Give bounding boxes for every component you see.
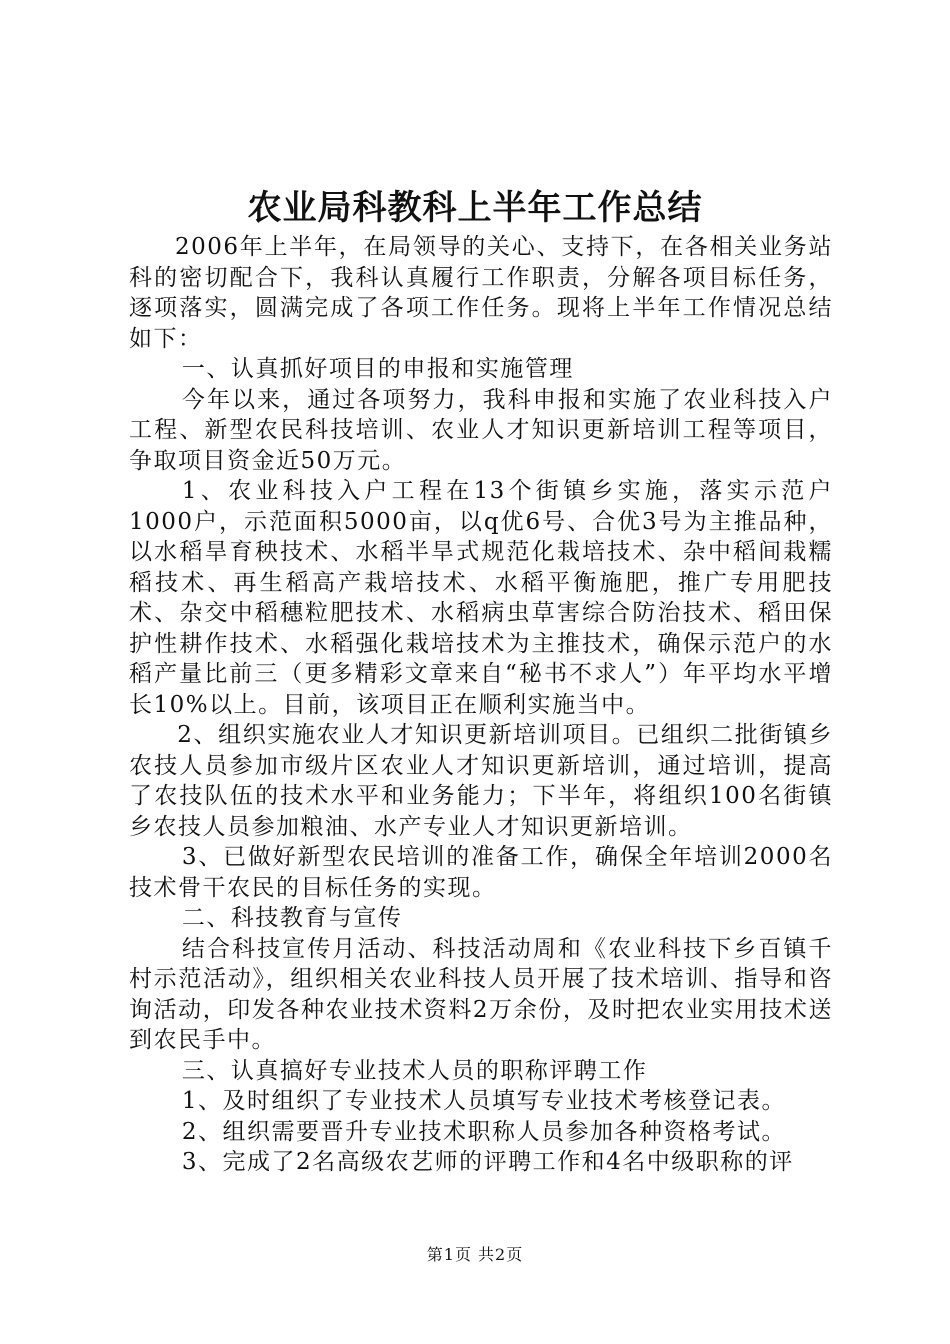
section-1-item-3: 3、已做好新型农民培训的准备工作，确保全年培训2000名技术骨干农民的目标任务的实现。 [129, 844, 833, 901]
section-heading-3: 三、认真搞好专业技术人员的职称评聘工作 [181, 1057, 648, 1084]
section-3-item-1: 1、及时组织了专业技术人员填写专业技术考核登记表。 [181, 1088, 787, 1114]
section-3-item-2: 2、组织需要晋升专业技术职称人员参加各种资格考试。 [181, 1118, 787, 1145]
section-1-paragraph: 今年以来，通过各项努力，我科申报和实施了农业科技入户工程、新型农民科技培训、农业人才知识更新培训工程等项目，争取项目资金近50万元。 [129, 386, 833, 474]
section-heading-1: 一、认真抓好项目的申报和实施管理 [181, 356, 574, 382]
page-number-footer: 第1页 共2页 [426, 1245, 524, 1264]
section-2-paragraph: 结合科技宣传月活动、科技活动周和《农业科技下乡百镇千村示范活动》，组织相关农业科技人员开展了技术培训、指导和咨询活动，印发各种农业技术资料2万余份，及时把农业实用技术送到农民手中。 [129, 935, 833, 1053]
document-title: 农业局科教科上半年工作总结 [247, 188, 703, 228]
intro-paragraph: 2006年上半年，在局领导的关心、支持下，在各相关业务站科的密切配合下，我科认真履行工作职责，分解各项目标任务，逐项落实，圆满完成了各项工作任务。现将上半年工作情况总结如下： [129, 234, 833, 352]
section-1-item-2: 2、组织实施农业人才知识更新培训项目。已组织二批街镇乡农技人员参加市级片区农业人才知识更新培训，通过培训，提高了农技队伍的技术水平和业务能力；下半年，将组织100名街镇乡农技人员参加粮油、水产专业人才知识更新培训。 [129, 722, 833, 840]
section-3-item-3: 3、完成了2名高级农艺师的评聘工作和4名中级职称的评 [181, 1149, 794, 1175]
section-heading-2: 二、科技教育与宣传 [181, 905, 403, 931]
document-body [129, 232, 833, 1178]
section-1-item-1: 1、农业科技入户工程在13个街镇乡实施，落实示范户1000户，示范面积5000亩，以q优6号、合优3号为主推品种，以水稻旱育秧技术、水稻半旱式规范化栽培技术、杂中稻间栽糯稻技术、再生稻高产栽培技术、水稻平衡施肥，推广专用肥技术、杂交中稻穗粒肥技术、水稻病虫草害综合防治技术、稻田保护性耕作技术、水稻强化栽培技术为主推技术，确保示范户的水稻产量比前三（更多精彩文章来自“秘书不求人”）年平均水平增长10%以上。目前，该项目正在顺利实施当中。 [129, 478, 833, 718]
